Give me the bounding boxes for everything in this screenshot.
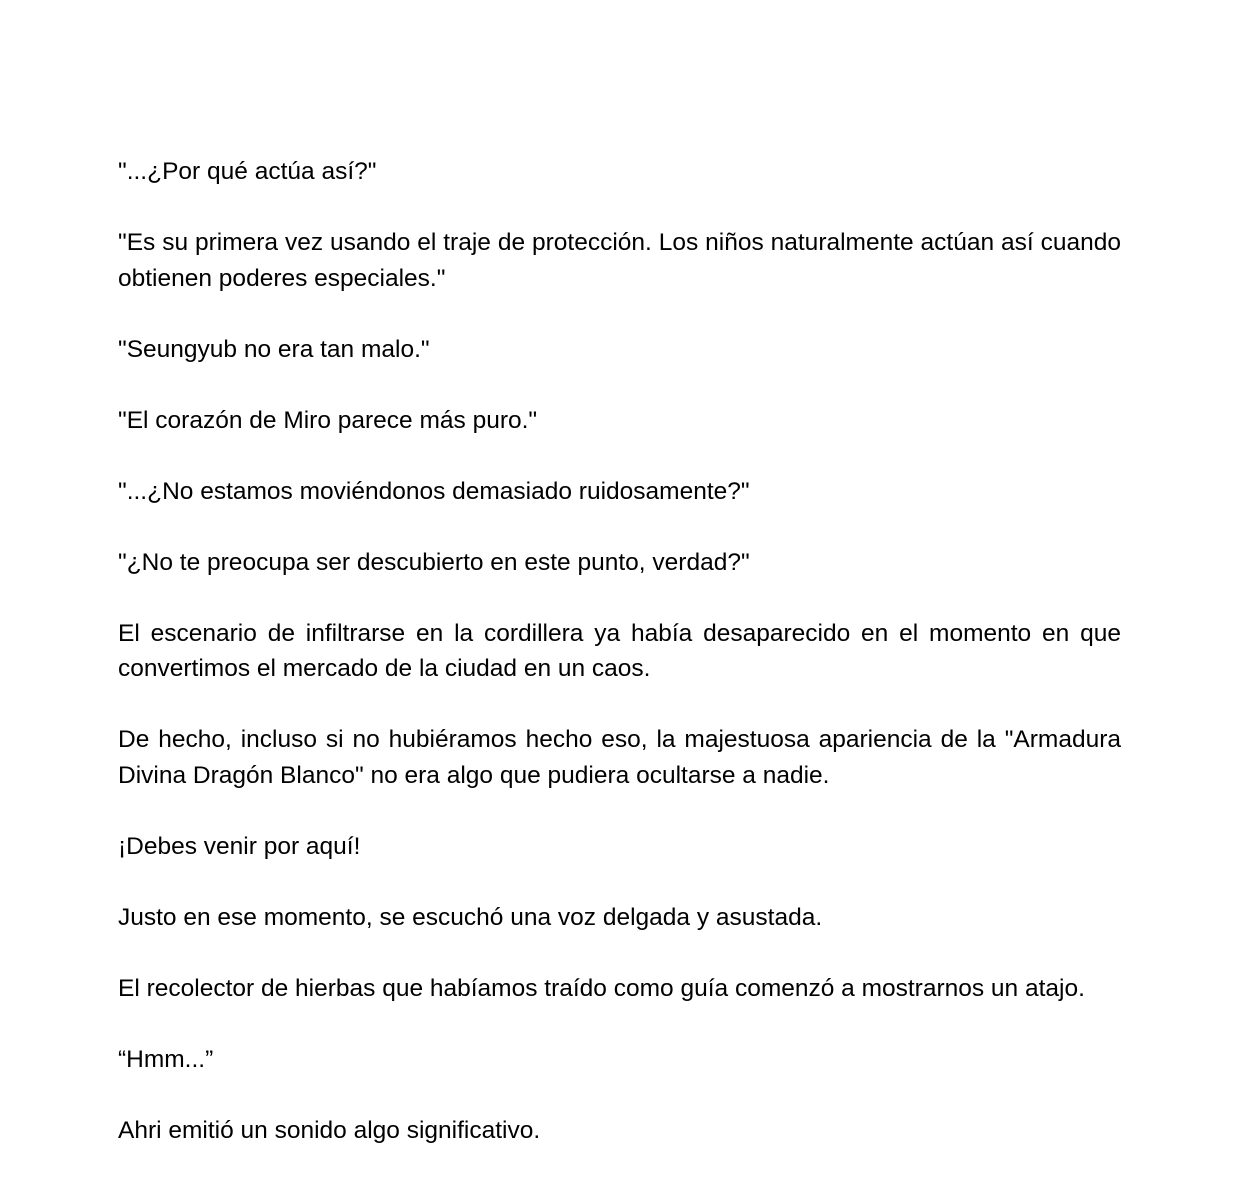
paragraph: "...¿No estamos moviéndonos demasiado ruidosamente?"	[118, 477, 750, 505]
paragraph: “Hmm...”	[118, 1045, 214, 1073]
paragraph: Justo en ese momento, se escuchó una voz delgada y asustada.	[118, 903, 823, 931]
paragraph: "...¿Por qué actúa así?"	[118, 158, 377, 185]
paragraph: ¡Debes venir por aquí!	[118, 832, 361, 860]
paragraph: "Es su primera vez usando el traje de protección. Los niños naturalmente actúan así cuando obtienen poderes especiales."	[118, 229, 1121, 292]
paragraph: "Seungyub no era tan malo."	[118, 335, 430, 363]
paragraph: "El corazón de Miro parece más puro."	[118, 406, 538, 434]
paragraph: El recolector de hierbas que habíamos traído como guía comenzó a mostrarnos un atajo.	[118, 974, 1085, 1002]
paragraph: De hecho, incluso si no hubiéramos hecho eso, la majestuosa apariencia de la "Armadura Divina Dragón Blanco" no era algo que pudiera ocultarse a nadie.	[118, 726, 1121, 789]
document-page	[118, 154, 1121, 1148]
paragraph: "¿No te preocupa ser descubierto en este punto, verdad?"	[118, 548, 750, 576]
paragraph: Ahri emitió un sonido algo significativo.	[118, 1116, 541, 1144]
paragraph: El escenario de infiltrarse en la cordillera ya había desaparecido en el momento en que convertimos el mercado de la ciudad en un caos.	[118, 619, 1121, 682]
